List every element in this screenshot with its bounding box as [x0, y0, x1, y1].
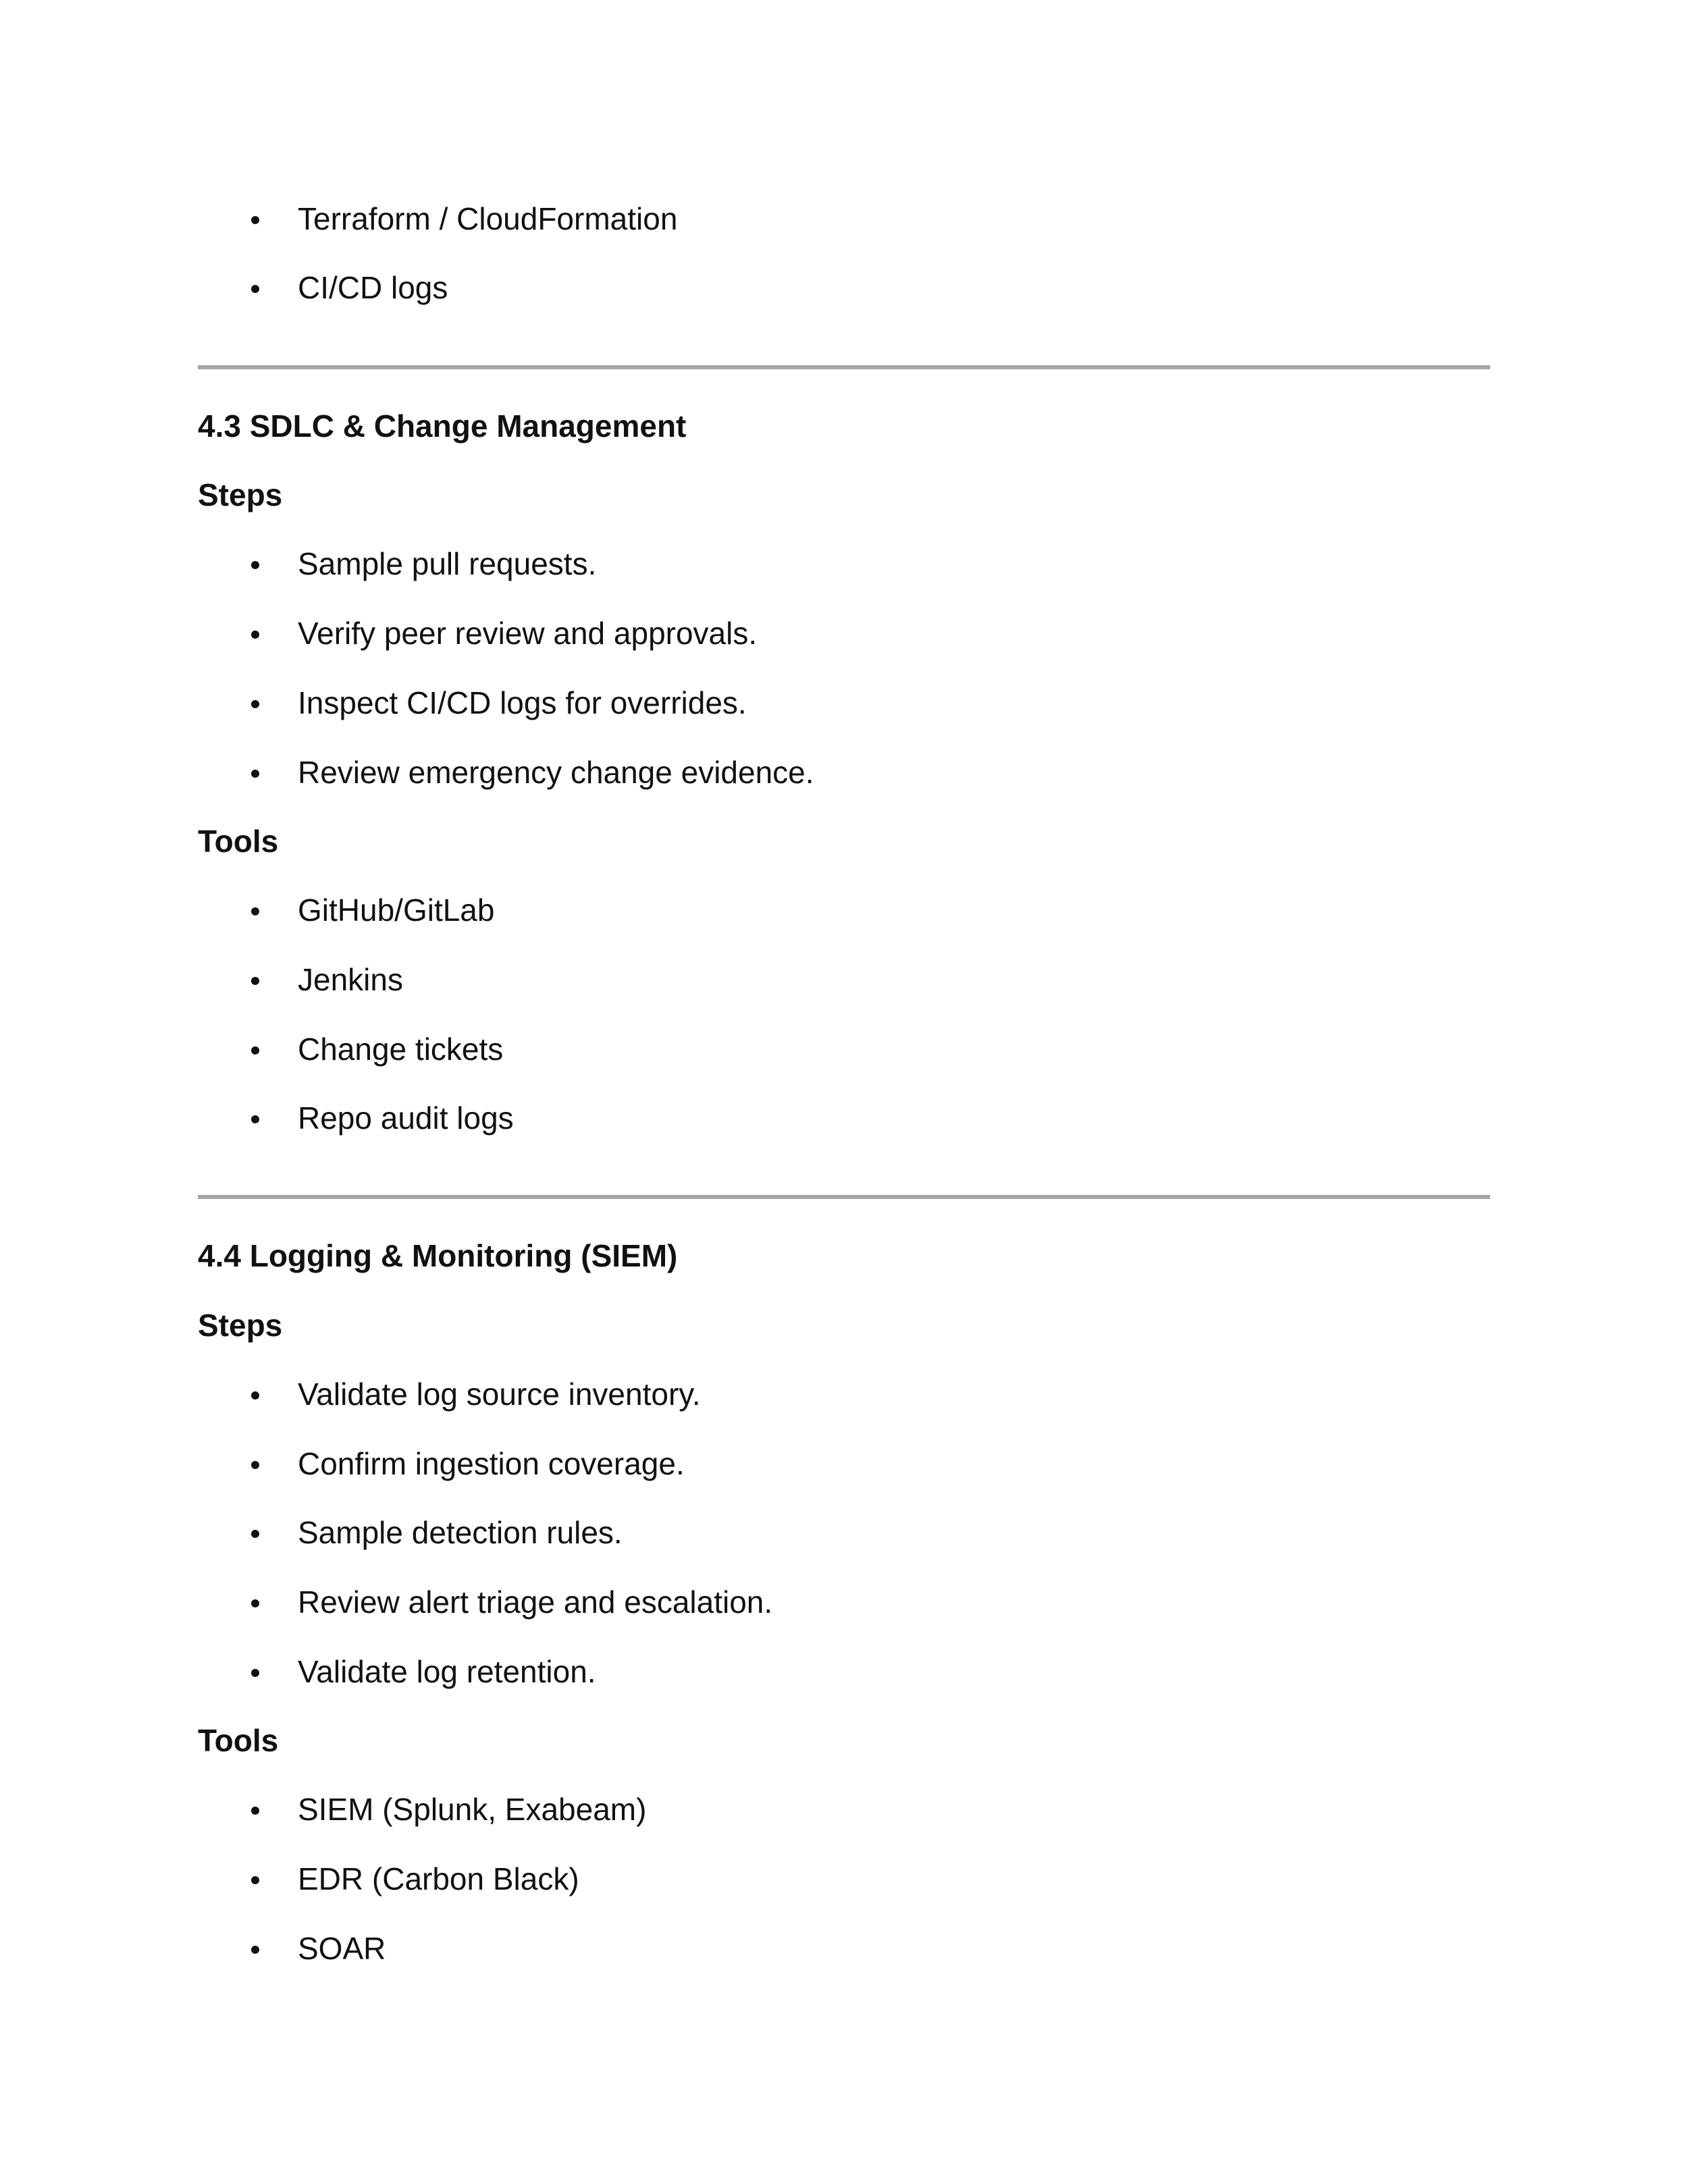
tools-heading: Tools	[198, 824, 279, 859]
list-item: Validate log source inventory.	[298, 1377, 701, 1412]
list-item: Sample pull requests.	[298, 546, 597, 581]
list-item: SIEM (Splunk, Exabeam)	[298, 1792, 647, 1827]
list-item: EDR (Carbon Black)	[298, 1861, 579, 1896]
list-item: Inspect CI/CD logs for overrides.	[298, 685, 747, 720]
list-item: Validate log retention.	[298, 1654, 596, 1689]
list-item: Jenkins	[298, 962, 403, 997]
steps-heading: Steps	[198, 477, 283, 512]
horizontal-divider	[198, 365, 1490, 369]
list-item: Review emergency change evidence.	[298, 755, 814, 790]
list-item: Confirm ingestion coverage.	[298, 1446, 685, 1481]
section-title: 4.4 Logging & Monitoring (SIEM)	[198, 1238, 678, 1273]
list-item: Verify peer review and approvals.	[298, 616, 758, 651]
list-item: Repo audit logs	[298, 1100, 514, 1136]
list-item: Change tickets	[298, 1032, 504, 1067]
steps-heading: Steps	[198, 1308, 283, 1343]
list-item: Sample detection rules.	[298, 1515, 623, 1550]
tools-heading: Tools	[198, 1723, 279, 1758]
list-item: SOAR	[298, 1931, 386, 1966]
section-title: 4.3 SDLC & Change Management	[198, 408, 687, 444]
list-item: Review alert triage and escalation.	[298, 1584, 773, 1620]
list-item: Terraform / CloudFormation	[298, 201, 678, 236]
horizontal-divider	[198, 1195, 1490, 1199]
list-item: GitHub/GitLab	[298, 893, 495, 928]
list-item: CI/CD logs	[298, 270, 448, 305]
